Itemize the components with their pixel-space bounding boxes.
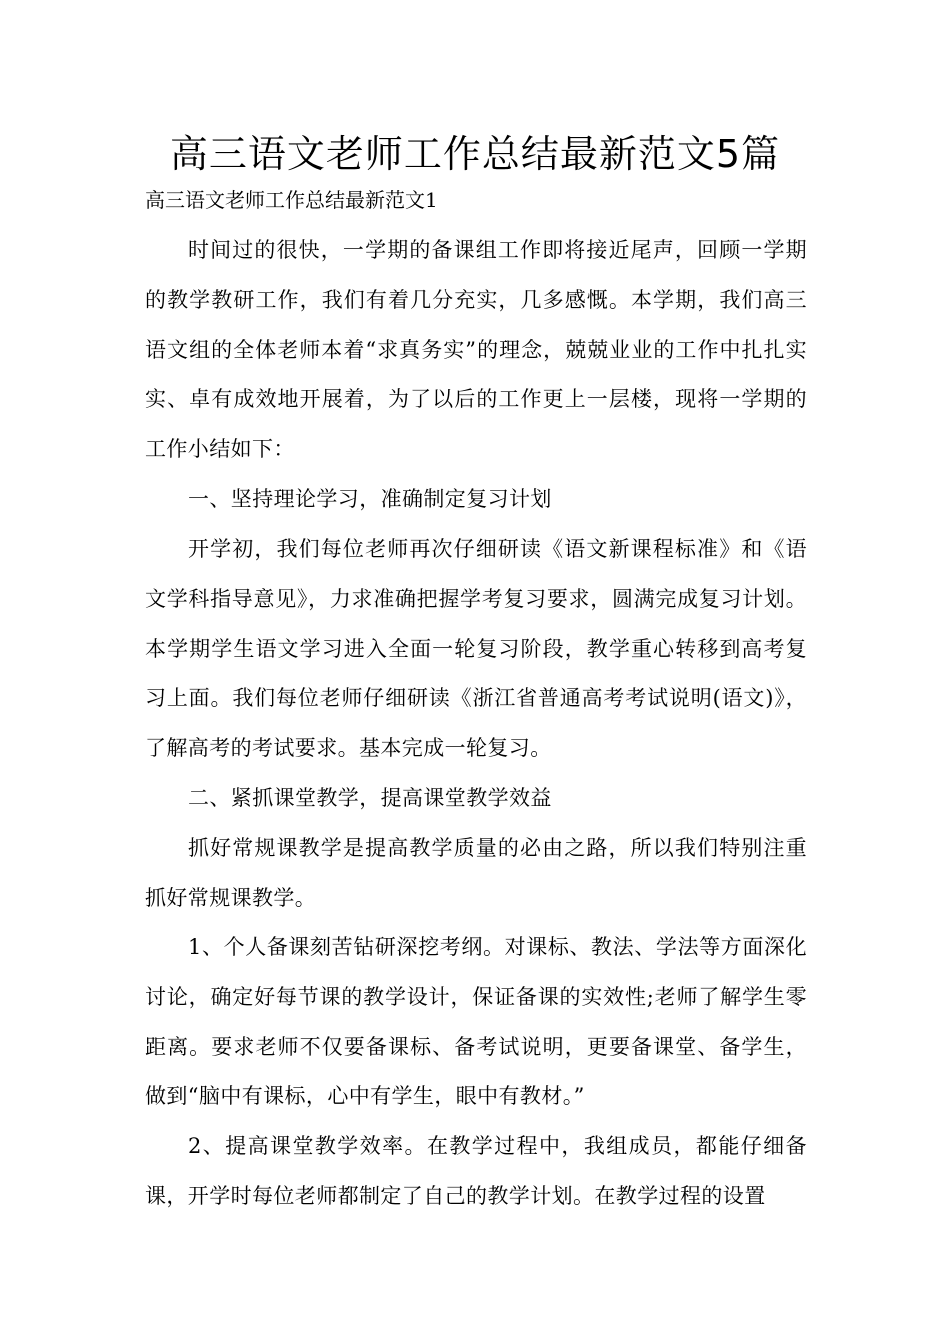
paragraph-intro: 时间过的很快，一学期的备课组工作即将接近尾声，回顾一学期的教学教研工作，我们有着几分充实，几多感慨。本学期，我们高三语文组的全体老师本着“求真务实”的理念，兢兢业业的工作中扎扎实实、卓有成效地开展着，为了以后的工作更上一层楼，现将一学期的工作小结如下： (145, 238, 807, 462)
paragraph-section-1: 开学初，我们每位老师再次仔细研读《语文新课程标准》和《语文学科指导意见》，力求准确把握学考复习要求，圆满完成复习计划。本学期学生语文学习进入全面一轮复习阶段，教学重心转移到高考复习上面。我们每位老师仔细研读《浙江省普通高考考试说明(语文)》，了解高考的考试要求。基本完成一轮复习。 (145, 537, 807, 761)
section-heading-1: 一、坚持理论学习，准确制定复习计划 (188, 487, 552, 511)
document-subtitle: 高三语文老师工作总结最新范文1 (145, 188, 438, 212)
document-title: 高三语文老师工作总结最新范文5篇 (169, 132, 781, 176)
paragraph-section-2: 抓好常规课教学是提高教学质量的必由之路，所以我们特别注重抓好常规课教学。 (145, 836, 807, 910)
section-heading-2: 二、紧抓课堂教学，提高课堂教学效益 (188, 786, 552, 810)
paragraph-item-1: 1、个人备课刻苦钻研深挖考纲。对课标、教法、学法等方面深化讨论，确定好每节课的教学设计，保证备课的实效性;老师了解学生零距离。要求老师不仅要备课标、备考试说明，更要备课堂、备学生，做到“脑中有课标，心中有学生，眼中有教材。” (145, 935, 807, 1109)
paragraph-item-2: 2、提高课堂教学效率。在教学过程中，我组成员，都能仔细备课，开学时每位老师都制定了自己的教学计划。在教学过程的设置 (145, 1134, 807, 1208)
